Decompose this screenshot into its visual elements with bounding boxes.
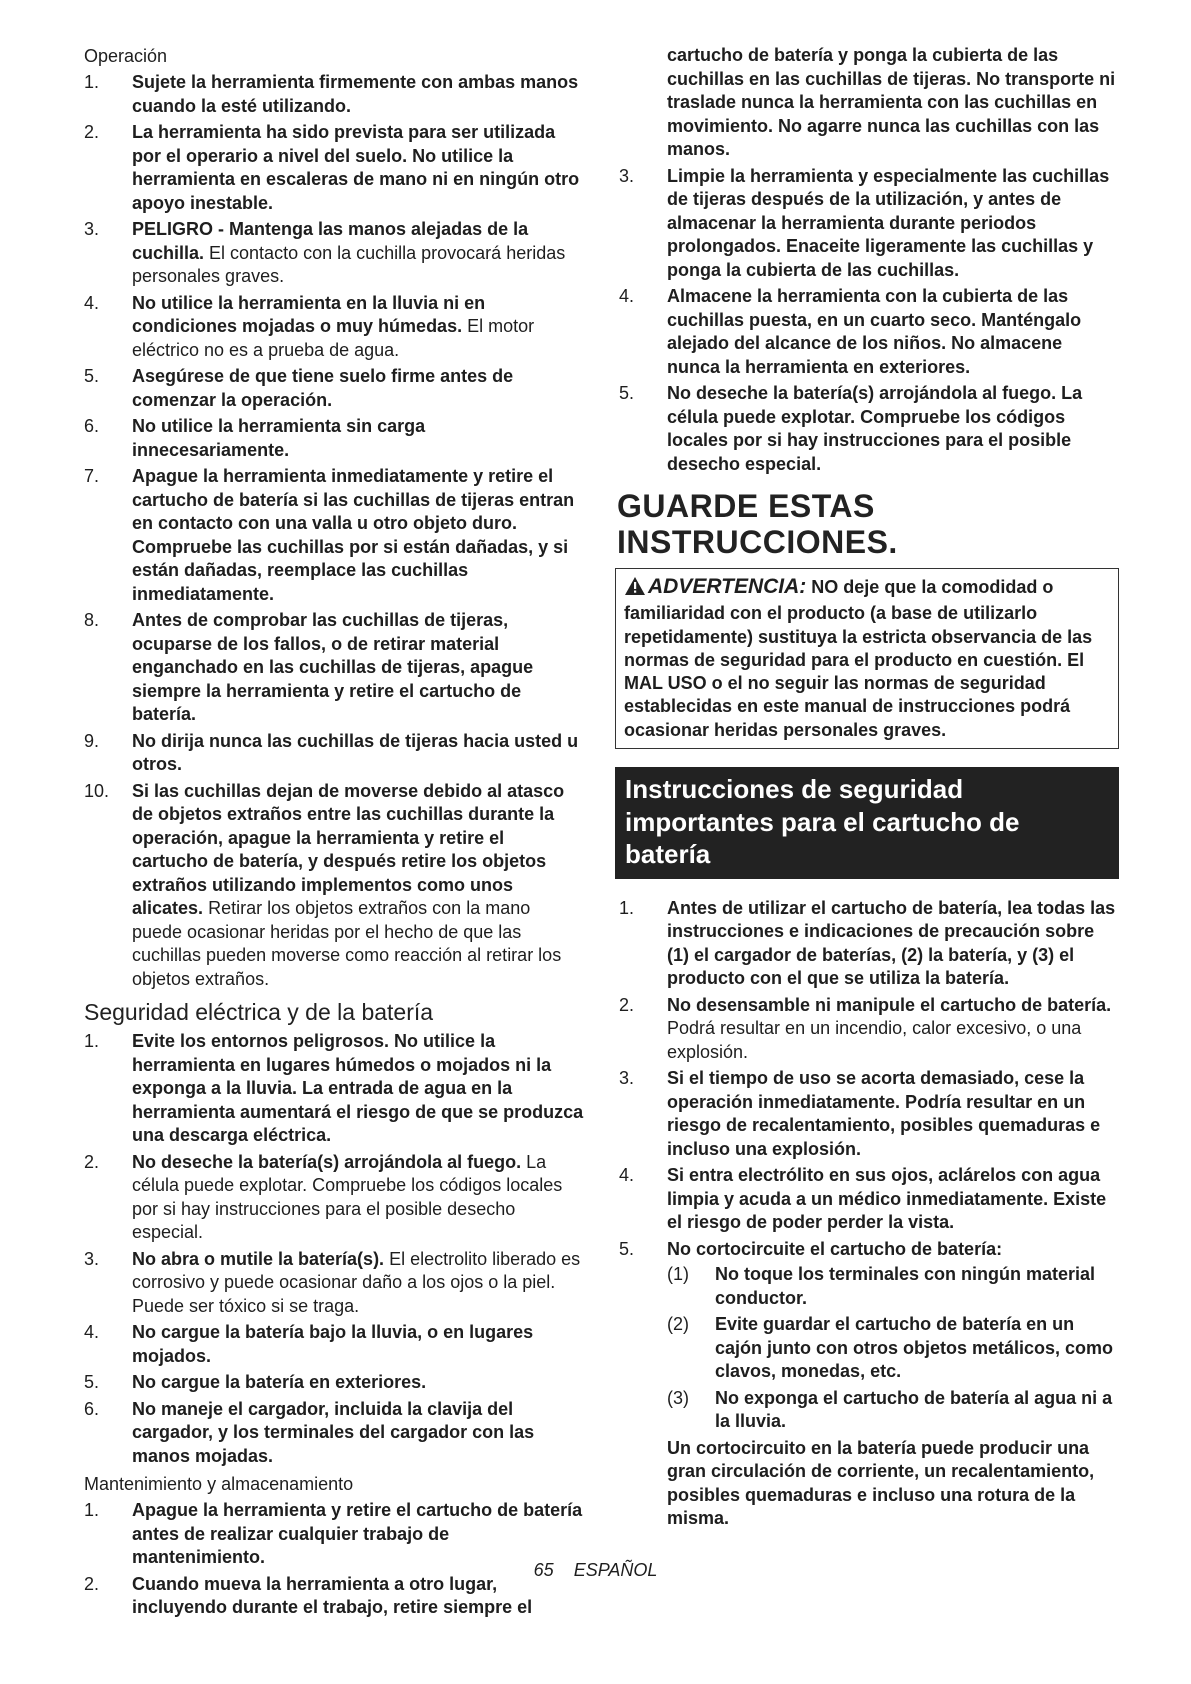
list-item <box>84 1151 584 1245</box>
sub-item-number: (3) <box>667 1387 689 1408</box>
item-bold-text: Antes de utilizar el cartucho de batería, lea todas las instrucciones e indicaciones de precaución sobre (1) el cargador de baterías, (2) la batería, y (3) el producto con el que se utiliza la batería. <box>667 897 1116 989</box>
item5-note: Un cortocircuito en la batería puede producir una gran circulación de corriente, un recalentamiento, posibles quemaduras e incluso una rotura de la misma. <box>667 1437 1095 1529</box>
section-title-mantenimiento: Mantenimiento y almacenamiento <box>84 1474 354 1494</box>
list-item <box>84 780 584 992</box>
page-number: 65 <box>533 1560 554 1580</box>
item-bold-text: Antes de comprobar las cuchillas de tijeras, ocuparse de los fallos, o de retirar material enganchado en las cuchillas de tijeras, apague siempre la herramienta y retire el cartucho de batería. <box>132 610 534 724</box>
list-item <box>84 1499 584 1570</box>
list-item <box>84 1321 584 1368</box>
bateria-section-banner: Instrucciones de seguridad importantes para el cartucho de batería <box>615 767 1119 879</box>
list-item <box>619 1067 1119 1161</box>
list-item <box>619 1164 1119 1235</box>
list-item <box>84 1371 584 1395</box>
list-item <box>619 994 1119 1065</box>
list-item <box>84 1030 584 1148</box>
item-normal-text: La célula puede explotar. Compruebe los códigos locales por si hay instrucciones para el posible desecho especial. <box>132 1151 563 1242</box>
sub-item-text: No exponga el cartucho de batería al agua ni a la lluvia. <box>715 1387 1113 1432</box>
right-column <box>619 44 1119 1534</box>
item-number: 8. <box>84 610 100 630</box>
list-item <box>619 382 1119 476</box>
warning-text: NO deje que la comodidad o familiaridad con el producto (a base de utilizarlo repetidamente) sustituya la estricta observancia de las normas de seguridad para el producto en cuestión. El MAL USO o el no seguir las normas de seguridad establecidas en este manual de instrucciones podrá ocasionar heridas personales graves. <box>624 577 1093 740</box>
item-number: 5. <box>619 1238 635 1259</box>
operacion-list <box>84 71 584 991</box>
item-number: 5. <box>619 383 635 403</box>
mantenimiento-cont-list <box>619 165 1119 477</box>
list-item <box>84 71 584 118</box>
item-normal-text: El contacto con la cuchilla provocará heridas personales graves. <box>132 242 566 286</box>
warning-triangle-icon <box>624 576 646 602</box>
item-number: 6. <box>84 416 100 436</box>
item-number: 1. <box>84 1031 100 1051</box>
item-normal-text: Retirar los objetos extraños con la mano puede ocasionar heridas por el hecho de que las cuchillas pueden moverse como reacción al retirar los objetos extraños. <box>132 898 562 989</box>
list-item <box>84 365 584 412</box>
list-item <box>84 121 584 215</box>
item-number: 5. <box>84 1372 100 1392</box>
item-number: 3. <box>619 165 635 186</box>
page-footer <box>0 1560 1191 1581</box>
item-bold-text: Sujete la herramienta firmemente con ambas manos cuando la esté utilizando. <box>132 72 579 116</box>
item-number: 4. <box>84 292 100 313</box>
item-number: 5. <box>84 366 100 386</box>
sub-item-text: Evite guardar el cartucho de batería en un cajón junto con otros objetos metálicos, como clavos, monedas, etc. <box>715 1314 1114 1382</box>
item-bold-text: No utilice la herramienta en la lluvia ni en condiciones mojadas o muy húmedas. <box>132 292 486 336</box>
item-bold-text: No desensamble ni manipule el cartucho de batería. <box>667 994 1112 1015</box>
item-bold-text: Limpie la herramienta y especialmente las cuchillas de tijeras después de la utilización, y antes de almacenar la herramienta durante periodos prolongados. Enaceite ligeramente las cuchillas y ponga la cubierta de las cuchillas. <box>667 165 1110 280</box>
list-item <box>84 292 584 363</box>
list-item <box>619 165 1119 283</box>
item-bold-text: Asegúrese de que tiene suelo firme antes de comenzar la operación. <box>132 366 514 410</box>
item-number: 2. <box>84 1151 100 1172</box>
item-bold-text: No maneje el cargador, incluida la clavija del cargador, y los terminales del cargador con las manos mojadas. <box>132 1398 535 1466</box>
list-item <box>619 897 1119 991</box>
list-item <box>84 415 584 462</box>
sub-list-item <box>667 1263 1119 1310</box>
item-bold-text: Evite los entornos peligrosos. No utilice la herramienta en lugares húmedos o mojados ni la exponga a la lluvia. La entrada de agua en la herramienta aumentará el riesgo de que se produzca una descarga eléctrica. <box>132 1031 584 1145</box>
item-normal-text: Podrá resultar en un incendio, calor excesivo, o una explosión. <box>667 1018 1082 1062</box>
footer-language: ESPAÑOL <box>573 1560 658 1580</box>
list-item <box>84 1398 584 1469</box>
item-bold-text: Apague la herramienta inmediatamente y retire el cartucho de batería si las cuchillas de tijeras entran en contacto con una valla u otro objeto duro. Compruebe las cuchillas por si están dañadas, y si están dañadas, reemplace las cuchillas inmediatamente. <box>132 466 575 604</box>
sub-list-item <box>667 1387 1119 1434</box>
item-number: 1. <box>84 72 100 92</box>
item-number: 10. <box>84 780 110 801</box>
item-number: 1. <box>619 897 635 918</box>
warning-label: ADVERTENCIA: <box>648 575 807 598</box>
item5-sublist <box>667 1263 1119 1434</box>
electrica-list <box>84 1030 584 1468</box>
item-number: 4. <box>84 1322 100 1342</box>
list-item <box>619 285 1119 379</box>
item-number: 2. <box>84 1573 100 1594</box>
list-item <box>84 730 584 777</box>
item-number: 1. <box>84 1500 100 1520</box>
item-bold-text: La herramienta ha sido prevista para ser utilizada por el operario a nivel del suelo. No utilice la herramienta en escaleras de mano ni en ningún otro apoyo inestable. <box>132 122 580 213</box>
item-number: 2. <box>619 994 635 1015</box>
item-number: 3. <box>84 219 100 239</box>
item-bold-text: Si el tiempo de uso se acorta demasiado, cese la operación inmediatamente. Podría resultar en un riesgo de recalentamiento, posibles quemaduras e incluso una explosión. <box>667 1068 1101 1159</box>
list-item <box>84 465 584 606</box>
item5-text: No cortocircuite el cartucho de batería: <box>667 1238 1003 1259</box>
item-number: 7. <box>84 466 100 486</box>
list-item <box>84 1248 584 1319</box>
guarde-title-line2: INSTRUCCIONES. <box>617 524 898 560</box>
continued-text: cartucho de batería y ponga la cubierta de las cuchillas en las cuchillas de tijeras. No transporte ni traslade nunca la herramienta con las cuchillas en movimiento. No agarre nunca las cuchillas con las manos. <box>667 45 1116 159</box>
list-item <box>619 44 1119 162</box>
item-number: 3. <box>619 1068 635 1089</box>
bateria-list <box>619 897 1119 1235</box>
item-bold-text: Almacene la herramienta con la cubierta de las cuchillas puesta, en un cuarto seco. Manténgalo alejado del alcance de los niños. No almacene nunca la herramienta en exteriores. <box>667 286 1082 377</box>
bateria-item-5 <box>619 1238 1119 1531</box>
guarde-title <box>617 488 1119 560</box>
item-bold-text: No dirija nunca las cuchillas de tijeras hacia usted u otros. <box>132 730 579 774</box>
left-column <box>84 44 584 1623</box>
item-bold-text: No deseche la batería(s) arrojándola al fuego. La célula puede explotar. Compruebe los códigos locales por si hay instrucciones para el posible desecho especial. <box>667 383 1083 474</box>
list-item <box>84 609 584 727</box>
item-bold-text: No cargue la batería bajo la lluvia, o en lugares mojados. <box>132 1322 534 1366</box>
sub-item-number: (1) <box>667 1264 689 1285</box>
item-bold-text: No abra o mutile la batería(s). <box>132 1248 385 1269</box>
item-bold-text: No deseche la batería(s) arrojándola al fuego. <box>132 1151 522 1172</box>
item-bold-text: PELIGRO - Mantenga las manos alejadas de la cuchilla. <box>132 219 529 263</box>
item-bold-text: Si las cuchillas dejan de moverse debido al atasco de objetos extraños entre las cuchillas durante la operación, apague la herramienta y retire el cartucho de batería, y después retire los objetos extraños utilizando implementos como unos alicates. <box>132 780 565 918</box>
sub-list-item <box>667 1313 1119 1384</box>
list-item <box>84 218 584 289</box>
item-number: 4. <box>619 286 635 306</box>
item-number: 3. <box>84 1248 100 1269</box>
item-number: 2. <box>84 122 100 142</box>
section-title-electrica: Seguridad eléctrica y de la batería <box>84 999 434 1025</box>
guarde-title-line1: GUARDE ESTAS <box>617 488 875 524</box>
sub-item-text: No toque los terminales con ningún material conductor. <box>715 1264 1096 1308</box>
item-bold-text: No cargue la batería en exteriores. <box>132 1372 427 1392</box>
item-normal-text: El motor eléctrico no es a prueba de agua. <box>132 316 535 360</box>
item-bold-text: Cuando mueva la herramienta a otro lugar, incluyendo durante el trabajo, retire siempre el <box>132 1573 533 1617</box>
continued-item <box>619 44 1119 162</box>
list-item <box>619 1238 1119 1531</box>
item-number: 4. <box>619 1165 635 1186</box>
item-bold-text: No utilice la herramienta sin carga innecesariamente. <box>132 416 426 460</box>
sub-item-number: (2) <box>667 1314 689 1335</box>
warning-box <box>615 568 1119 749</box>
item-number: 9. <box>84 730 100 751</box>
item-normal-text: El electrolito liberado es corrosivo y puede ocasionar daño a los ojos o la piel. Puede ser tóxico si se traga. <box>132 1248 581 1316</box>
item-bold-text: Si entra electrólito en sus ojos, aclárelos con agua limpia y acuda a un médico inmediatamente. Existe el riesgo de poder perder la vista. <box>667 1165 1107 1233</box>
section-title-operacion: Operación <box>84 46 168 66</box>
item-bold-text: Apague la herramienta y retire el cartucho de batería antes de realizar cualquier trabajo de mantenimiento. <box>132 1500 583 1567</box>
item-number: 6. <box>84 1398 100 1419</box>
